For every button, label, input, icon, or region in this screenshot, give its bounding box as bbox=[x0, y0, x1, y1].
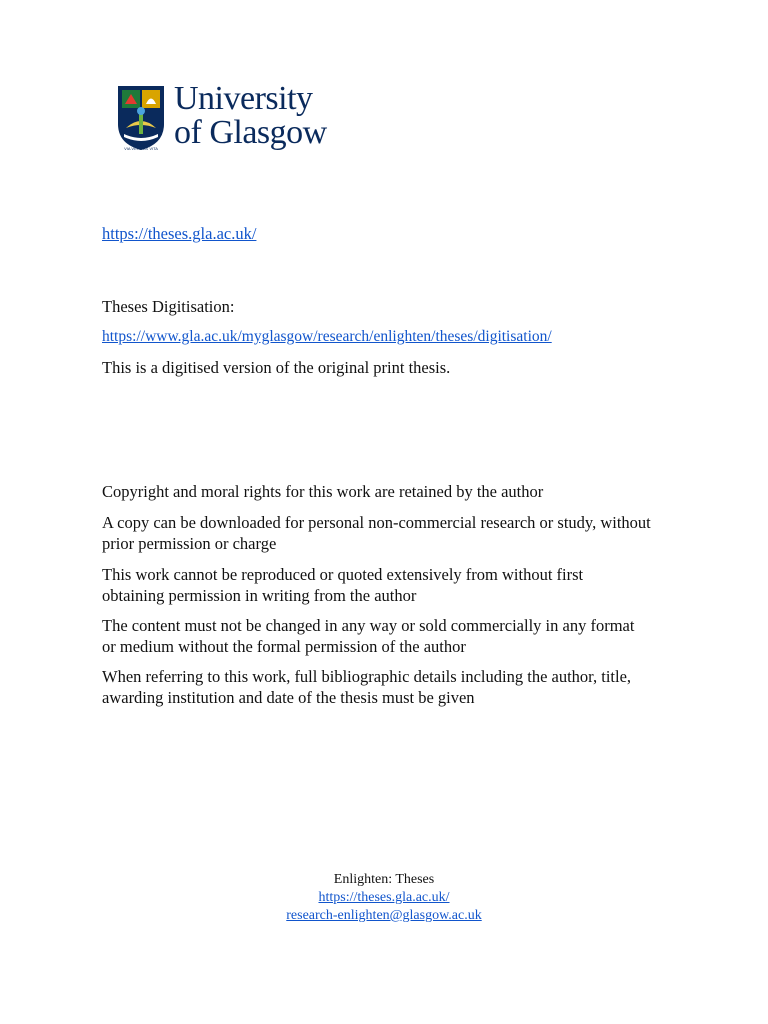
rights-statement-1: Copyright and moral rights for this work are retained by the author bbox=[102, 482, 544, 501]
footer-url-line bbox=[0, 889, 768, 907]
theses-link-paragraph bbox=[102, 223, 682, 244]
digitisation-link[interactable]: https://www.gla.ac.uk/myglasgow/research/enlighten/theses/digitisation/ bbox=[102, 328, 552, 345]
digitisation-heading: Theses Digitisation: bbox=[102, 297, 235, 316]
digitisation-link-paragraph bbox=[102, 326, 682, 347]
rights-statement-4: The content must not be changed in any way or sold commercially in any format or medium without the formal permission of the author bbox=[102, 616, 635, 656]
logo-motto: VIA VERITAS VITA bbox=[124, 146, 158, 151]
rights-statement-3: This work cannot be reproduced or quoted extensively from without first obtaining permission in writing from the author bbox=[102, 565, 584, 605]
digitised-note: This is a digitised version of the original print thesis. bbox=[102, 358, 451, 377]
footer-title: Enlighten: Theses bbox=[333, 872, 435, 887]
rights-statement-5: When referring to this work, full bibliographic details including the author, title, awarding institution and date of the thesis must be given bbox=[102, 667, 632, 707]
logo-wordmark bbox=[174, 82, 327, 150]
footer-email-line bbox=[0, 907, 768, 925]
footer-email-link[interactable]: research-enlighten@glasgow.ac.uk bbox=[286, 908, 482, 923]
logo-line-1: University bbox=[174, 80, 313, 117]
theses-link[interactable]: https://theses.gla.ac.uk/ bbox=[102, 224, 257, 243]
footer-theses-link[interactable]: https://theses.gla.ac.uk/ bbox=[318, 890, 450, 905]
rights-statement-2: A copy can be downloaded for personal non-commercial research or study, without prior permission or charge bbox=[102, 513, 651, 553]
university-logo bbox=[116, 80, 346, 152]
logo-line-2: of Glasgow bbox=[174, 114, 327, 151]
crest-icon bbox=[116, 84, 166, 152]
